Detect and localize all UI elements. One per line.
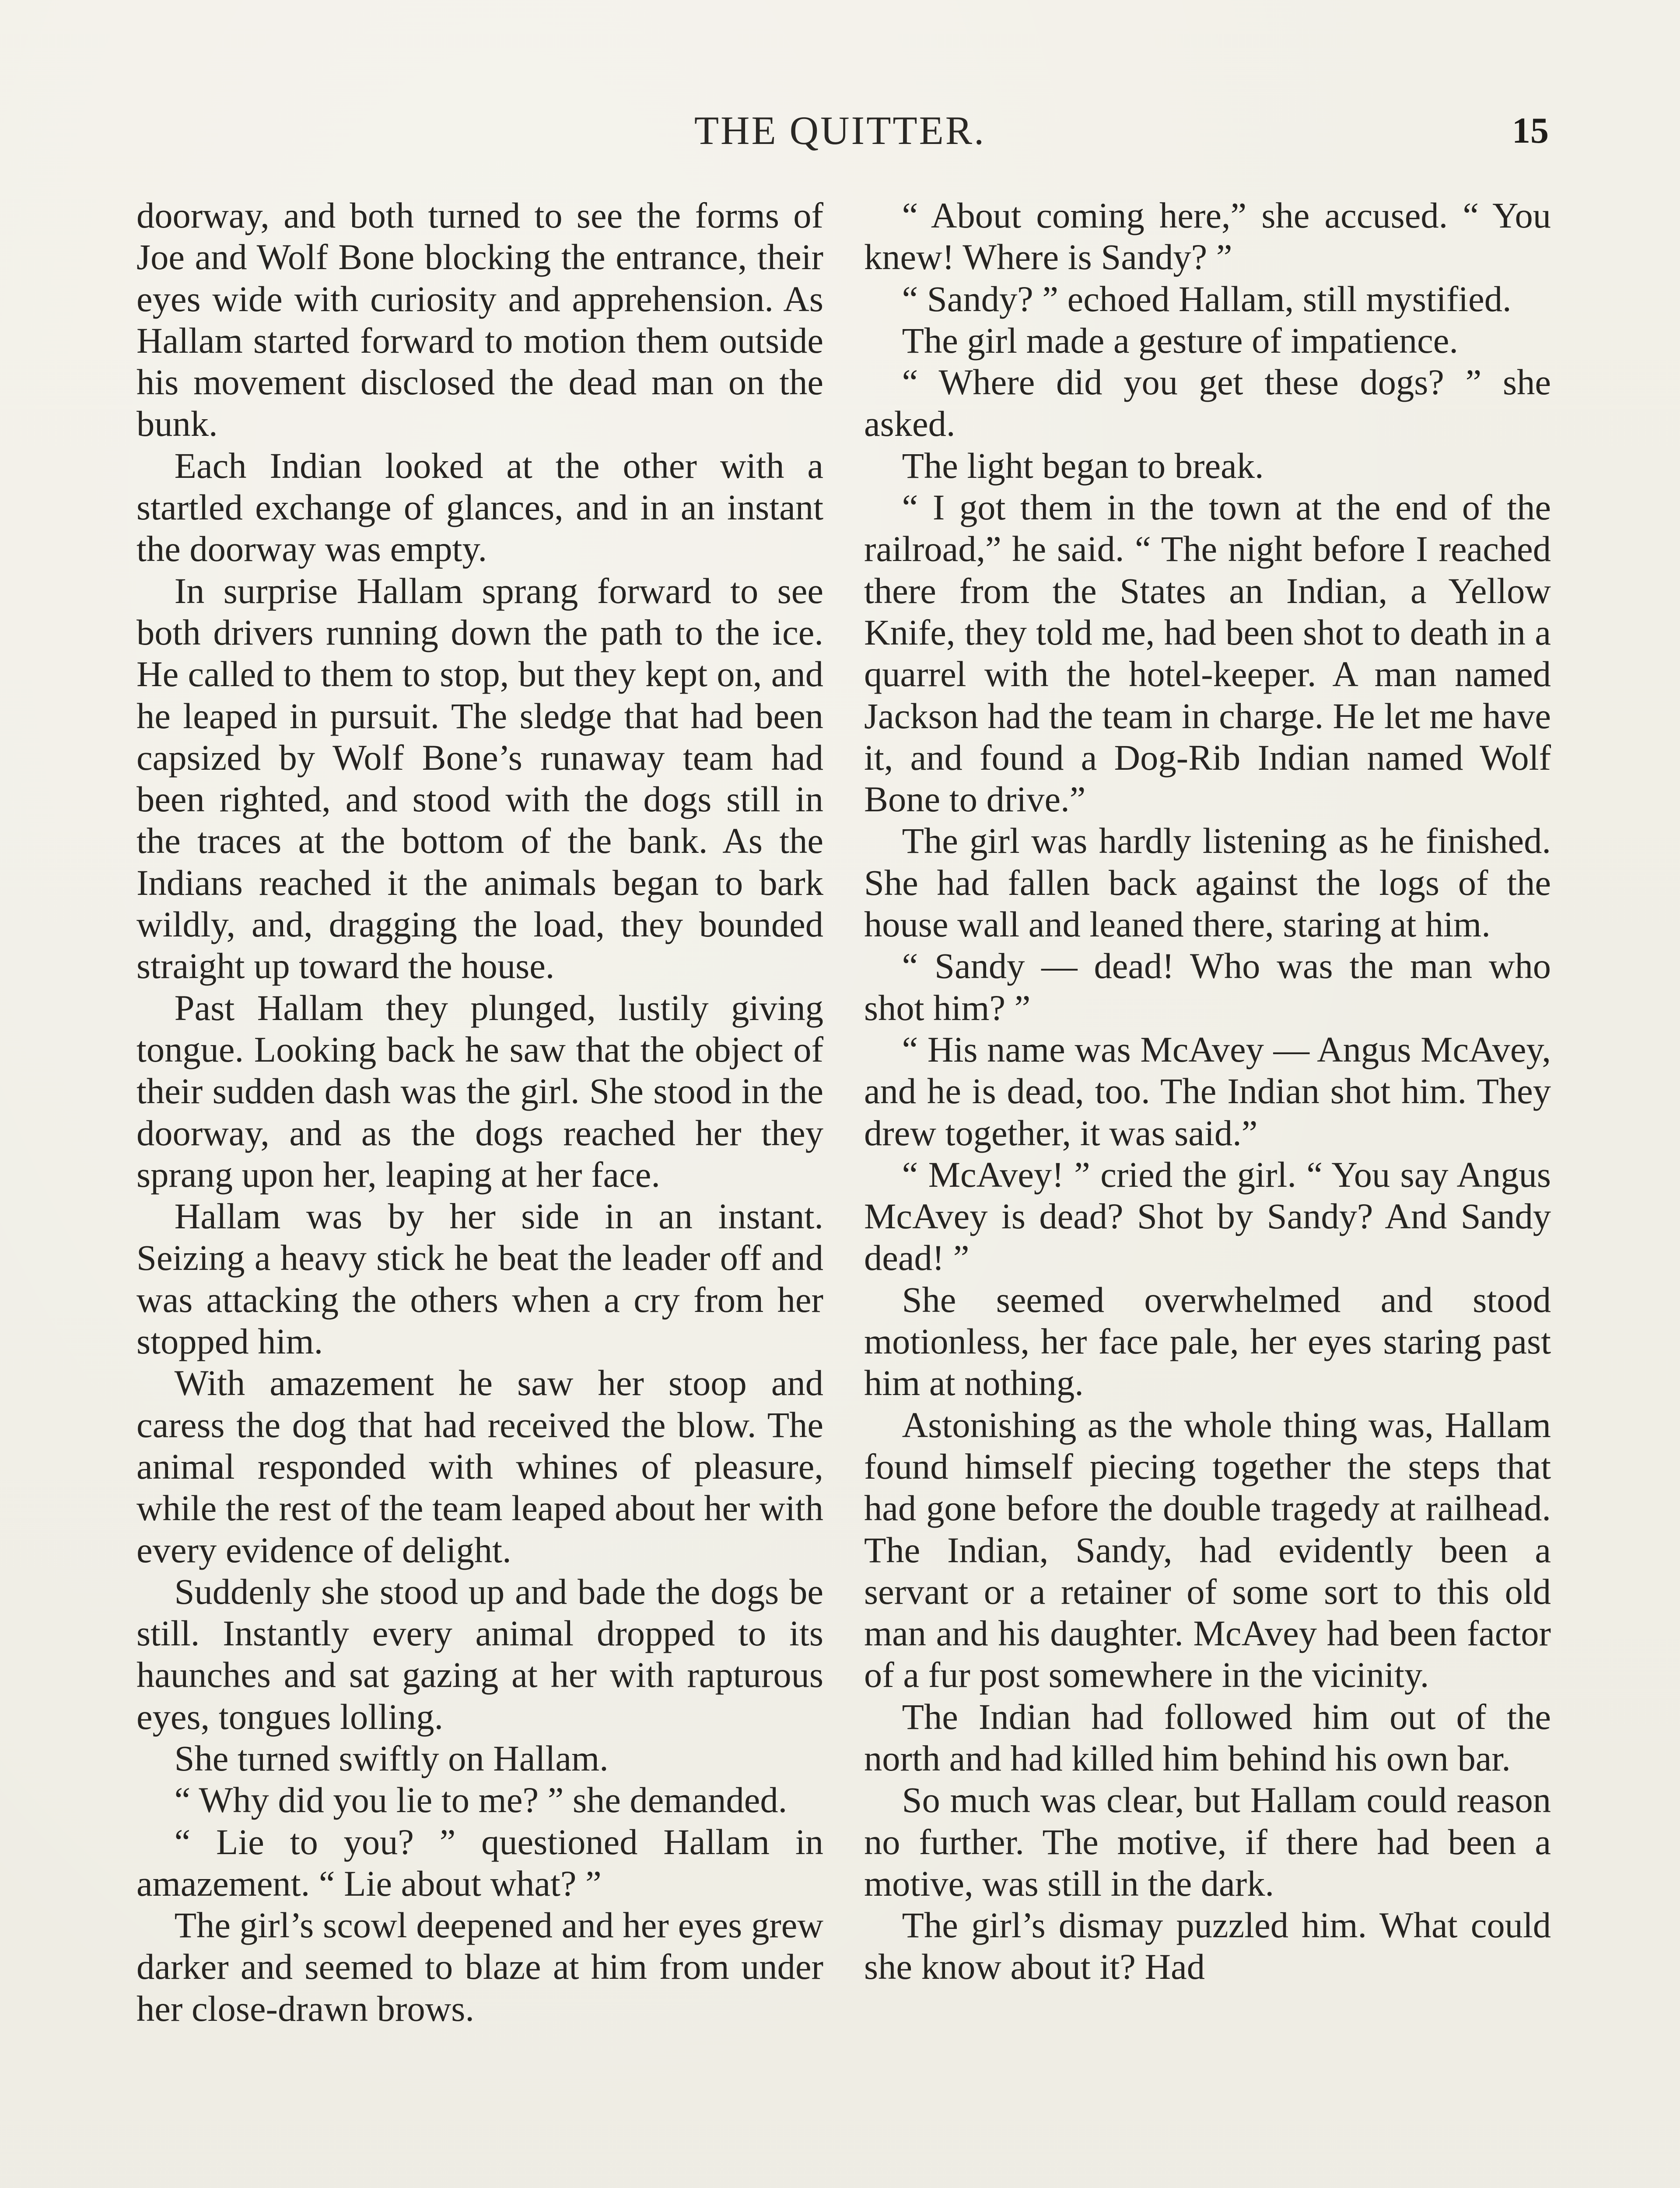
- paragraph: “ His name was McAvey — Angus McAvey, and he is dead, too. The Indian shot him. They drew together, it was said.”: [864, 1029, 1551, 1153]
- paragraph: She turned swiftly on Hallam.: [174, 1738, 609, 1778]
- paragraph: “ Lie to you? ” questioned Hallam in amazement. “ Lie about what? ”: [136, 1821, 823, 1904]
- paragraph: In surprise Hallam sprang forward to see both drivers running down the path to the ice. He called to them to stop, but they kept on, and he leaped in pursuit. The sledge that had been capsized by Wolf Bone’s runaway team had been righted, and stood with the dogs still in the traces at the bottom of the bank. As the Indians reached it the animals began to bark wildly, and, dragging the load, they bounded straight up toward the house.: [136, 570, 823, 986]
- paragraph: The Indian had followed him out of the north and had killed him behind his own bar.: [864, 1696, 1551, 1778]
- paragraph: She seemed overwhelmed and stood motionless, her face pale, her eyes staring past him at nothing.: [864, 1279, 1551, 1403]
- paragraph: Suddenly she stood up and bade the dogs be still. Instantly every animal dropped to its haunches and sat gazing at her with rapturous eyes, tongues lolling.: [136, 1571, 823, 1737]
- paragraph: With amazement he saw her stoop and caress the dog that had received the blow. The animal responded with whines of pleasure, while the rest of the team leaped about her with every evidence of delight.: [136, 1363, 823, 1570]
- paragraph: So much was clear, but Hallam could reason no further. The motive, if there had been a motive, was still in the dark.: [864, 1780, 1551, 1904]
- paragraph: doorway, and both turned to see the forms of Joe and Wolf Bone blocking the entrance, their eyes wide with curiosity and apprehension. As Hallam started forward to motion them outside his movement disclosed the dead man on the bunk.: [136, 195, 823, 444]
- paragraph: “ Sandy? ” echoed Hallam, still mystified.: [902, 278, 1512, 319]
- paragraph: “ Where did you get these dogs? ” she asked.: [864, 362, 1551, 444]
- paragraph: The girl’s dismay puzzled him. What could she know about it? Had: [864, 1905, 1551, 1987]
- paragraph: Hallam was by her side in an instant. Seizing a heavy stick he beat the leader off and was attacking the others when a cry from her stopped him.: [136, 1196, 823, 1362]
- paragraph: The light began to break.: [902, 445, 1264, 486]
- left-column: [136, 195, 823, 2030]
- paragraph: The girl’s scowl deepened and her eyes grew darker and seemed to blaze at him from under her close-drawn brows.: [136, 1905, 823, 2029]
- running-header-title: THE QUITTER.: [694, 108, 986, 153]
- right-column: [864, 195, 1551, 1988]
- paragraph: The girl was hardly listening as he finished. She had fallen back against the logs of the house wall and leaned there, staring at him.: [864, 820, 1551, 945]
- paragraph: Each Indian looked at the other with a startled exchange of glances, and in an instant the doorway was empty.: [136, 445, 823, 569]
- paragraph: The girl made a gesture of impatience.: [902, 320, 1458, 361]
- paragraph: “ Why did you lie to me? ” she demanded.: [174, 1780, 788, 1820]
- paragraph: “ I got them in the town at the end of the railroad,” he said. “ The night before I reached there from the States an Indian, a Yellow Knife, they told me, had been shot to death in a quarrel with the hotel-keeper. A man named Jackson had the team in charge. He let me have it, and found a Dog-Rib Indian named Wolf Bone to drive.”: [864, 487, 1551, 820]
- paragraph: “ Sandy — dead! Who was the man who shot him? ”: [864, 946, 1551, 1028]
- paragraph: “ About coming here,” she accused. “ You knew! Where is Sandy? ”: [864, 195, 1551, 277]
- paragraph: Past Hallam they plunged, lustily giving tongue. Looking back he saw that the object of their sudden dash was the girl. She stood in the doorway, and as the dogs reached her they sprang upon her, leaping at her face.: [136, 987, 823, 1195]
- paragraph: “ McAvey! ” cried the girl. “ You say Angus McAvey is dead? Shot by Sandy? And Sandy dead! ”: [864, 1154, 1551, 1278]
- page-number: 15: [1512, 110, 1549, 151]
- paragraph: Astonishing as the whole thing was, Hallam found himself piecing together the steps that had gone before the double tragedy at railhead. The Indian, Sandy, had evidently been a servant or a retainer of some sort to this old man and his daughter. McAvey had been factor of a fur post somewhere in the vicinity.: [864, 1404, 1551, 1695]
